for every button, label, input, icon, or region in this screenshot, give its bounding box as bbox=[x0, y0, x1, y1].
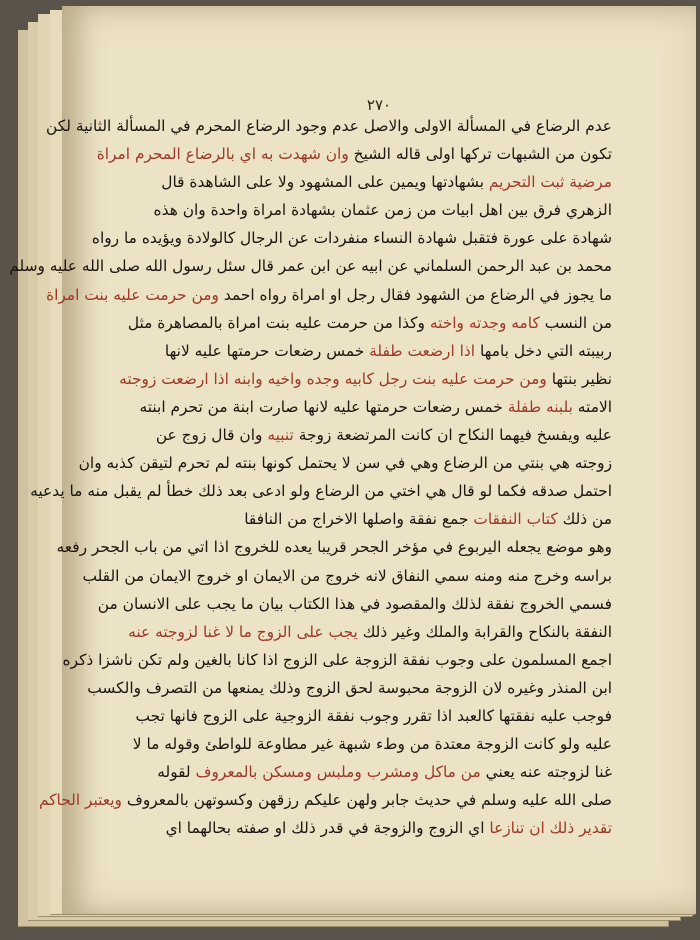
text-line bbox=[38, 786, 612, 814]
text-line bbox=[46, 112, 612, 140]
text-line bbox=[72, 674, 612, 702]
rubric-text: وان شهدت به اي بالرضاع المحرم امراة bbox=[96, 145, 349, 164]
body-text: بشهادتها ويمين على المشهود ولا على الشاهدة قال bbox=[161, 173, 489, 192]
rubric-text: كتاب النفقات bbox=[473, 510, 558, 529]
body-text: الامته bbox=[572, 397, 612, 416]
text-line bbox=[62, 646, 612, 674]
body-text: جمع نفقة واصلها الاخراج من النافقا bbox=[244, 510, 474, 529]
text-line bbox=[72, 702, 612, 730]
body-text: وان قال زوج عن bbox=[155, 426, 268, 445]
text-line bbox=[72, 337, 612, 365]
text-line bbox=[72, 196, 612, 224]
text-line bbox=[46, 281, 612, 309]
body-text: محمد بن عبد الرحمن السلماني عن ابيه عن ابن عمر قال سئل رسول الله صلى الله عليه وسلم bbox=[9, 257, 612, 276]
text-line bbox=[56, 533, 612, 561]
rubric-text: بلبنه طفلة bbox=[507, 397, 573, 416]
text-line bbox=[30, 477, 612, 505]
rubric-text: تقدير ذلك ان تنازعا bbox=[489, 819, 612, 838]
body-text: غنا لزوجته عنه يعني bbox=[480, 763, 612, 782]
body-text: خمس رضعات حرمتها عليه لانها bbox=[164, 341, 370, 360]
text-line bbox=[72, 758, 612, 786]
body-text: شهادة على عورة فتقبل شهادة النساء منفردات عن الرجال كالولادة ويؤيده ما رواه bbox=[91, 229, 612, 248]
body-text: صلى الله عليه وسلم في حديث جابر ولهن عليكم رزقهن وكسوتهن بالمعروف bbox=[121, 791, 612, 810]
rubric-text: اذا ارضعت طفلة bbox=[369, 341, 476, 360]
text-line bbox=[72, 365, 612, 393]
rubric-text: تنبيه bbox=[267, 426, 294, 445]
page-number: ٢٧٠ bbox=[366, 96, 392, 114]
text-line bbox=[72, 224, 612, 252]
text-line bbox=[72, 309, 612, 337]
body-text: احتمل صدقه فكما لو قال هي اختي من الرضاع ولو ادعى بعد ذلك خطأ لم يقبل منه ما يدعيه bbox=[30, 482, 612, 501]
body-text: وهو موضع يجعله اليربوع في مؤخر الجحر قريبا يعده للخروج اذا اتي من باب الجحر رفعه bbox=[56, 538, 612, 557]
text-line bbox=[72, 590, 612, 618]
manuscript-text bbox=[9, 112, 612, 842]
body-text: من النسب bbox=[539, 313, 612, 332]
body-text: عدم الرضاع في المسألة الاولى والاصل عدم وجود الرضاع المحرم في المسألة الثانية لكن bbox=[46, 117, 612, 135]
text-line bbox=[72, 814, 612, 842]
rubric-text: من ماكل ومشرب وملبس ومسكن بالمعروف bbox=[195, 763, 481, 782]
body-text: براسه وخرج منه ومنه سمي النفاق لانه خروج من الايمان او خروج الايمان من القلب bbox=[82, 566, 612, 585]
text-line bbox=[72, 449, 612, 477]
body-text: ما يجوز في الرضاع من الشهود فقال رجل او امراة رواه احمد bbox=[218, 285, 612, 304]
rubric-text: ومن حرمت عليه بنت امراة bbox=[46, 285, 219, 304]
text-line bbox=[72, 505, 612, 533]
text-line bbox=[72, 562, 612, 590]
text-line bbox=[72, 140, 612, 168]
text-line bbox=[72, 393, 612, 421]
body-text: ربيبته التي دخل بامها bbox=[475, 341, 612, 360]
body-text: ابن المنذر وغيره لان الزوجة محبوسة لحق الزوج وذلك يمنعها من التصرف والكسب bbox=[87, 678, 612, 697]
body-text: اي الزوج والزوجة في قدر ذلك او صفته بحالهما اي bbox=[165, 819, 490, 838]
rubric-text: مرضية ثبت التحريم bbox=[488, 173, 612, 192]
body-text: خمس رضعات حرمتها عليه لانها صارت ابنة من تحرم ابنته bbox=[139, 397, 508, 416]
body-text: تكون من الشبهات تركها اولى قاله الشيخ bbox=[348, 145, 612, 164]
rubric-text: ومن حرمت عليه بنت رجل كابيه وجده واخيه وابنه اذا ارضعت زوجته bbox=[119, 369, 547, 388]
text-line bbox=[72, 730, 612, 758]
body-text: عليه ويفسخ فيهما النكاح ان كانت المرتضعة زوجة bbox=[293, 426, 612, 445]
body-text: من ذلك bbox=[557, 510, 612, 529]
body-text: فوجب عليه نفقتها كالعبد اذا تقرر وجوب نفقة الزوجية على الزوج فانها تجب bbox=[135, 706, 612, 725]
body-text: اجمع المسلمون على وجوب نفقة الزوجة على الزوج اذا كانا بالغين ولم تكن ناشزا ذكره bbox=[62, 650, 612, 669]
text-line bbox=[72, 421, 612, 449]
rubric-text: يجب على الزوج ما لا غنا لزوجته عنه bbox=[128, 622, 358, 641]
body-text: نظير بنتها bbox=[546, 369, 612, 388]
body-text: الزهري فرق بين اهل ابيات من زمن عثمان بشهادة امراة واحدة وان هذه bbox=[153, 201, 612, 220]
body-text: لقوله bbox=[157, 763, 196, 782]
body-text: النفقة بالنكاح والقرابة والملك وغير ذلك bbox=[357, 622, 612, 641]
body-text: زوجته هي بنتي من الرضاع وهي في سن لا يحتمل كونها بنته لم تحرم لتيقن كذبه وان bbox=[78, 454, 612, 473]
body-text: وكذا من حرمت عليه بنت امراة بالمصاهرة مثل bbox=[127, 313, 430, 332]
text-line bbox=[72, 168, 612, 196]
body-text: عليه ولو كانت الزوجة معتدة من وطء شبهة غير مطاوعة للواطئ وقوله ما لا bbox=[132, 735, 612, 754]
text-line bbox=[9, 252, 612, 280]
rubric-text: كامه وجدته واخته bbox=[429, 313, 540, 332]
text-line bbox=[72, 618, 612, 646]
body-text: فسمي الخروج نفقة لذلك والمقصود في هذا الكتاب بيان ما يجب على الانسان من bbox=[97, 594, 612, 613]
rubric-text: ويعتبر الحاكم bbox=[38, 791, 122, 810]
